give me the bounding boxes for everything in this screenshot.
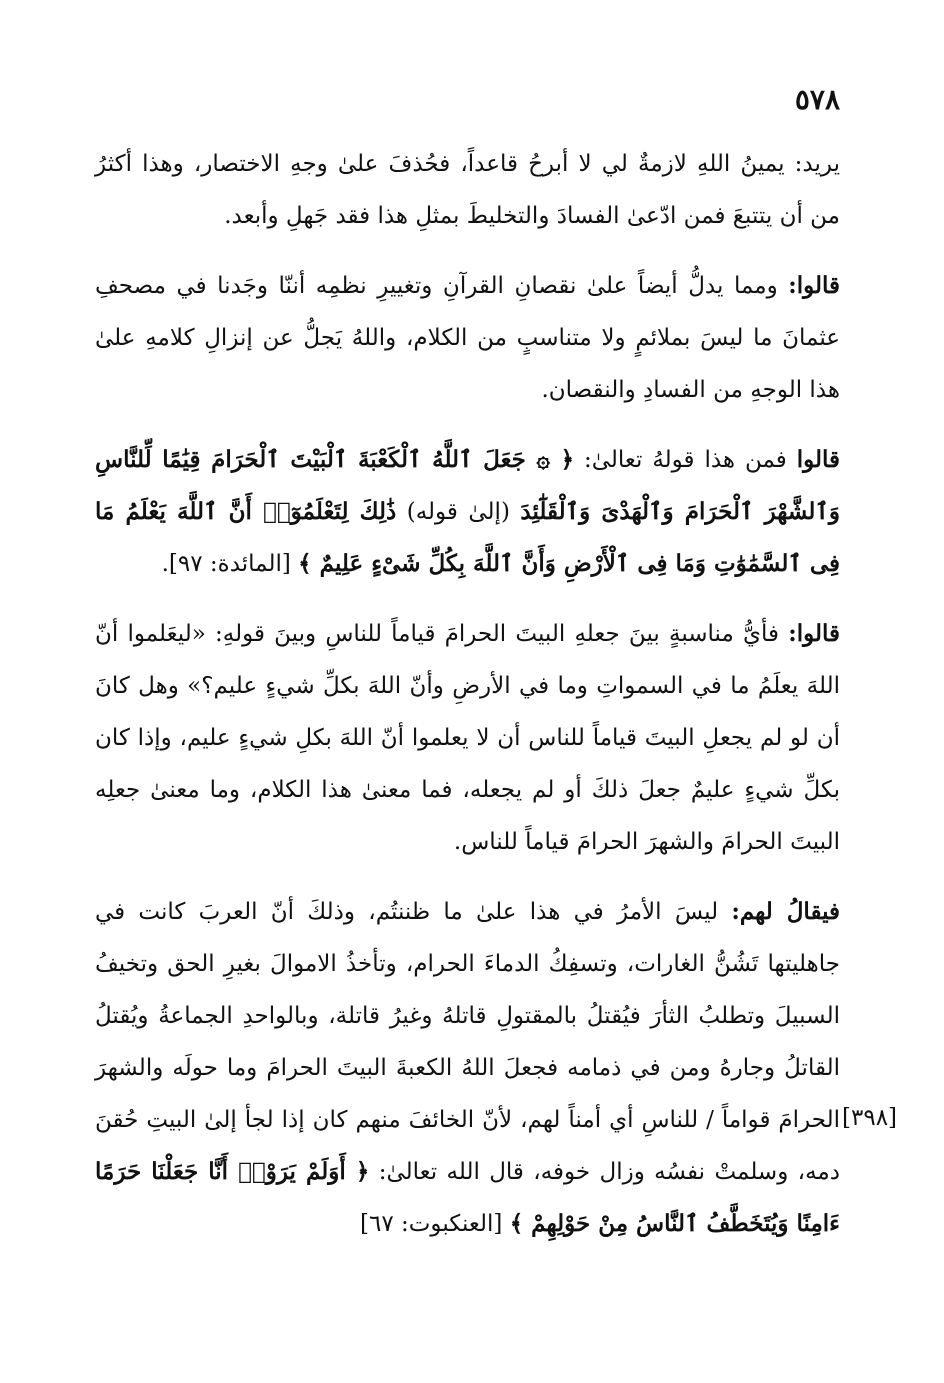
quran-verse: ذَٰلِكَ لِتَعْلَمُوٓا۟ أَنَّ ٱللَّهَ يَعْلَمُ مَا فِى ٱلسَّمَٰوَٰتِ وَمَا فِى ٱلْأَرْضِ وَأَنَّ ٱللَّهَ بِكُلِّ شَىْءٍ عَلِيمٌ ﴾ — [95, 498, 840, 577]
page — [95, 80, 840, 1268]
quran-verse: ﴿ أَوَلَمْ يَرَوْا۟ أَنَّا جَعَلْنَا حَرَمًا ءَامِنًا وَيُتَخَطَّفُ ٱلنَّاسُ مِنْ حَوْلِهِمْ ﴾ — [95, 1158, 840, 1237]
paragraph-lead: قالوا: — [788, 620, 840, 647]
paragraph-text: ليسَ الأمرُ في هذا علىٰ ما ظننتُم، وذلكَ أنّ العربَ كانت في جاهليتها تَشُنُّ الغارات، وتسفِكُ الدماءَ الحرام، وتأخذُ الاموالَ بغيرِ الحق وتخيفُ السبيلَ وتطلبُ الثأرَ فيُقتلُ بالمقتولِ قاتلهُ وغيرُ قاتلة، وبالواحدِ الجماعةُ ويُقتلُ القاتلُ وجارهُ ومن في ذمامه فجعلَ اللهُ الكعبةَ البيتَ الحرامَ وما حولَه والشهرَ الحرامَ قواماً / للناسِ أي أمناً لهم، لأنّ الخائفَ منهم كان إذا لجأ إلىٰ البيتِ حُقنَ دمه، وسلمتْ نفسُه وزال خوفه، قال الله تعالىٰ: — [95, 899, 840, 1185]
paragraph-1 — [95, 138, 840, 242]
page-number: ٥٧٨ — [794, 83, 840, 116]
paragraph-lead: قالوا: — [788, 272, 840, 299]
quran-verse: ﴿ ۞ جَعَلَ ٱللَّهُ ٱلْكَعْبَةَ ٱلْبَيْتَ ٱلْحَرَامَ قِيَٰمًا لِّلنَّاسِ وَٱلشَّهْرَ ٱلْحَرَامَ وَٱلْهَدْىَ وَٱلْقَلَٰٓئِدَ — [95, 446, 840, 525]
paragraph-text: (إلىٰ قوله) — [396, 499, 521, 525]
paragraph-3 — [95, 434, 840, 590]
verse-citation: [المائدة: ٩٧]. — [161, 551, 299, 577]
paragraph-2 — [95, 260, 840, 416]
paragraph-5 — [95, 886, 840, 1250]
paragraph-text: فأيُّ مناسبةٍ بينَ جعلهِ البيتَ الحرامَ قياماً للناسِ وبينَ قولهِ: «ليعَلموا أنّ اللهَ يعلَمُ ما في السمواتِ وما في الأرضِ وأنّ اللهَ بكلِّ شيءٍ عليم؟» وهل كانَ أن لو لم يجعلِ البيتَ قياماً للناس أن لا يعلموا أنّ اللهَ بكلِ شيءٍ عليم، وإذا كان بكلِّ شيءٍ عليمٌ جعلَ ذلكَ أو لم يجعله، فما معنىٰ هذا الكلام، وما معنىٰ جعلِه البيتَ الحرامَ والشهرَ الحرامَ قياماً للناس. — [95, 621, 840, 855]
paragraph-4 — [95, 608, 840, 868]
margin-page-marker: [٣٩٨] — [842, 1105, 898, 1131]
verse-citation: [العنكبوت: ٦٧] — [360, 1211, 510, 1237]
paragraph-text: يريد: يمينُ اللهِ لازمةٌ لي لا أبرحُ قاعداً، فحُذفَ علىٰ وجهِ الاختصار، وهذا أكثرُ من أن يتتبعَ فمن ادّعىٰ الفسادَ والتخليطَ بمثلِ هذا فقد جَهلِ وأبعد. — [95, 151, 840, 229]
paragraph-text: ومما يدلُّ أيضاً علىٰ نقصانِ القرآنِ وتغييرِ نظمِه أننّا وجَدنا في مصحفِ عثمانَ ما ليسَ بملائمٍ ولا متناسبٍ من الكلام، واللهُ يَجلُّ عن إنزالِ كلامهِ علىٰ هذا الوجهِ من الفسادِ والنقصان. — [95, 273, 840, 403]
paragraph-lead: قالوا — [796, 446, 840, 473]
paragraph-lead: فيقالُ لهم: — [731, 898, 841, 925]
paragraph-text: فمن هذا قولهُ تعالىٰ: — [574, 447, 797, 473]
